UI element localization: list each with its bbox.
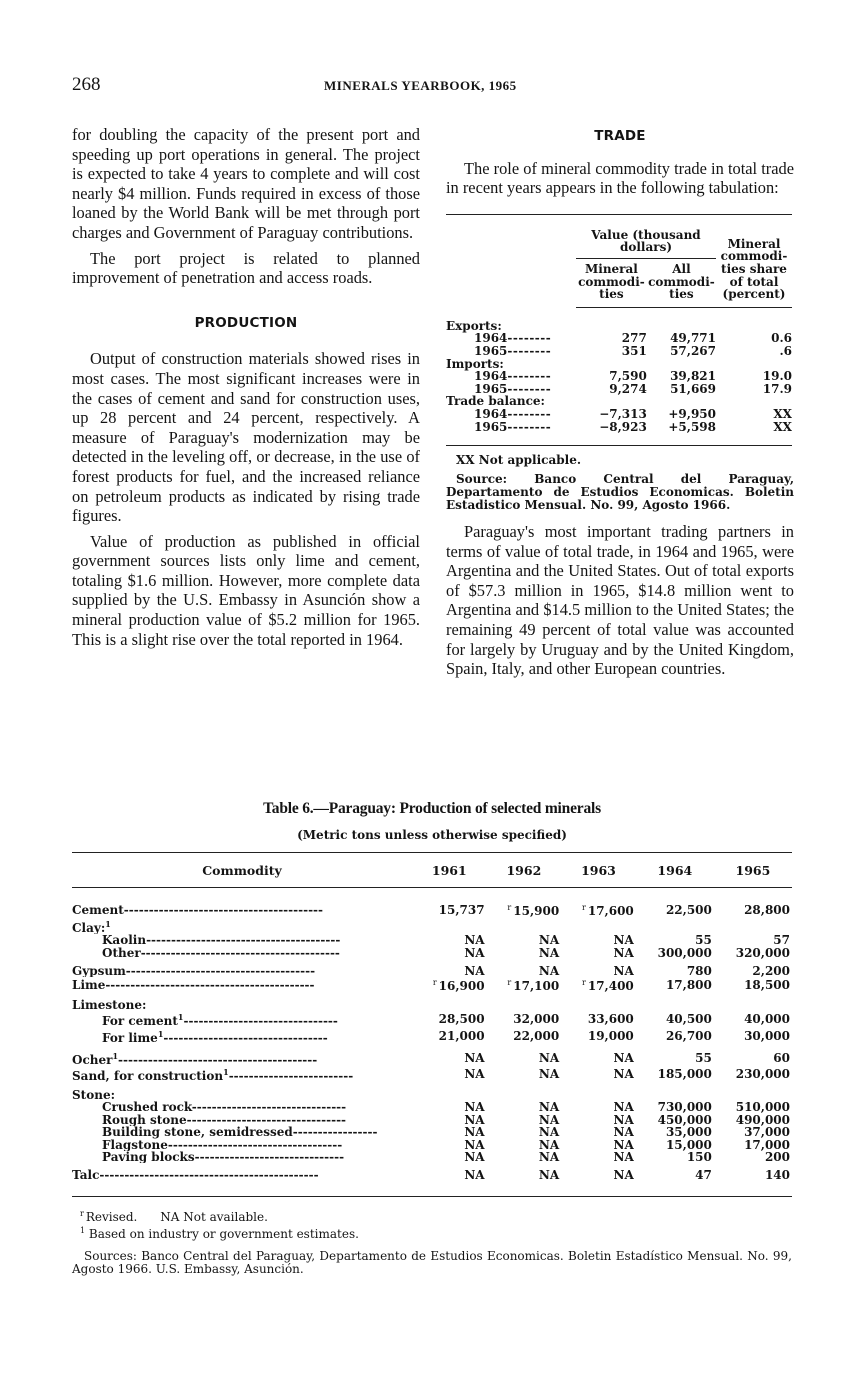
value: 37,000	[744, 1125, 790, 1140]
value: NA	[613, 1149, 634, 1164]
table-row	[72, 1139, 792, 1151]
commodity-cell	[72, 947, 412, 959]
column-header-year: 1965	[714, 853, 792, 888]
table-row	[72, 1066, 792, 1082]
trade-table-row	[446, 421, 792, 434]
value: NA	[538, 933, 560, 948]
value-cell	[636, 947, 714, 959]
value-cell	[636, 1083, 714, 1101]
table-row	[72, 888, 792, 918]
revised-mark: r	[582, 903, 586, 913]
cell-all-commodities: 51,669	[670, 381, 716, 396]
commodity-name: Stone:	[72, 1087, 116, 1102]
trade-section-label: Trade balance:	[446, 394, 545, 409]
paragraph-trade-intro: The role of mineral commodity trade in total trade in recent years appears in the following tabulation:	[446, 158, 794, 198]
value: 230,000	[735, 1067, 790, 1082]
value-cell	[714, 947, 792, 959]
trade-section-label: Imports:	[446, 356, 504, 371]
row-year: 1965	[474, 381, 508, 396]
leader-dots: --------	[507, 369, 552, 384]
value-cell	[561, 918, 636, 934]
value: 33,600	[587, 1012, 634, 1027]
commodity-cell	[72, 1151, 412, 1163]
heading-production: PRODUCTION	[194, 314, 298, 331]
commodity-cell	[72, 959, 412, 977]
table-row	[72, 959, 792, 977]
value: 21,000	[438, 1028, 485, 1043]
cell-mineral-commodities: 7,590	[609, 369, 647, 384]
value-cell	[561, 1028, 636, 1044]
column-header-year: 1963	[561, 853, 636, 888]
value-cell	[714, 959, 792, 977]
value: 17,800	[665, 977, 712, 992]
leader-dots: --------	[507, 406, 552, 421]
commodity-name: Lime	[72, 977, 106, 992]
note-not-applicable: XX Not applicable.	[456, 453, 582, 468]
commodity-cell	[72, 934, 412, 946]
value: 15,900	[513, 904, 560, 919]
commodity-name: Kaolin	[102, 934, 147, 947]
row-year: 1964	[474, 406, 508, 421]
commodity-name: Clay:	[72, 920, 106, 935]
cell-mineral-share: XX	[773, 419, 792, 434]
value: 32,000	[513, 1012, 560, 1027]
commodity-name: Flagstone	[102, 1138, 168, 1151]
value: 510,000	[735, 1100, 790, 1115]
cell-mineral-commodities: 277	[621, 331, 647, 346]
header-all-commodities: All commodi- ties	[647, 258, 716, 307]
leader-dots: --------	[507, 419, 552, 434]
commodity-cell	[72, 1139, 412, 1151]
leader-dots: --------	[507, 331, 552, 346]
commodity-cell	[72, 1101, 412, 1113]
value-cell	[561, 1151, 636, 1163]
value-cell	[636, 959, 714, 977]
spacer-cell	[446, 433, 792, 446]
value-cell	[412, 918, 487, 934]
value: 18,500	[744, 977, 790, 992]
paragraph-port-capacity: for doubling the capacity of the present port and speeding up port operations in general. The project is expected to take 4 years to complete and will cost nearly $4 million. Funds required in excess of those loaned by the World Bank will be met through port charges and Government of Paraguay contributions.	[72, 125, 420, 242]
commodity-cell	[72, 1126, 412, 1138]
footnote-mark: 1	[112, 1051, 119, 1062]
cell-all-commodities: 57,267	[670, 343, 716, 358]
trade-table-body	[446, 307, 792, 445]
row-year: 1964	[474, 369, 508, 384]
value: 17,400	[587, 979, 634, 994]
cell-mineral-commodities: 9,274	[609, 381, 647, 396]
value-cell	[561, 1163, 636, 1196]
revised-mark: r	[507, 978, 512, 988]
value: 150	[686, 1149, 712, 1164]
value-cell	[487, 1083, 562, 1101]
value: NA	[538, 1149, 560, 1164]
table-6-body	[72, 888, 792, 1196]
paragraph-value-of-production: Value of production as published in official government sources lists only lime and cement, totaling $1.6 million. However, more complete data supplied by the U.S. Embassy in Asunción show a mineral production value of $5.2 million for 1965. This is a slight rise over the total reported in 1964.	[72, 531, 420, 649]
trade-source-note: Source: Banco Central del Paraguay, Departamento de Estudios Economicas. Boletin Estadistico Mensual. No. 99, Agosto 1966.	[446, 472, 794, 513]
value: NA	[613, 945, 634, 960]
value: 320,000	[735, 945, 790, 960]
value-cell	[714, 918, 792, 934]
table-6-sources: Sources: Banco Central del Paraguay, Departamento de Estudios Economicas. Boletin Estadístico Mensual. No. 99, Agosto 1966. U.S. Embassy, Asunción.	[72, 1248, 792, 1277]
value: 16,900	[438, 979, 485, 994]
value-cell	[714, 1083, 792, 1101]
trade-table-notes	[446, 454, 794, 512]
commodity-name: Other	[102, 946, 141, 960]
value: NA	[464, 1100, 485, 1115]
value-cell	[636, 918, 714, 934]
column-header-commodity: Commodity	[72, 853, 412, 888]
leader-dots: --------	[507, 381, 552, 396]
note-revised-na	[72, 1207, 792, 1225]
page-header	[72, 74, 792, 98]
commodity-cell	[72, 1011, 412, 1027]
table-6	[72, 852, 792, 1197]
value-cell	[636, 1151, 714, 1163]
value: 2,200	[752, 964, 790, 979]
value: 30,000	[744, 1028, 790, 1043]
value-cell	[561, 1066, 636, 1082]
header-value-thousand-dollars: Value (thousand dollars)	[576, 214, 716, 258]
footnote-mark: 1	[105, 918, 111, 929]
value-cell	[636, 1044, 714, 1066]
value: 22,000	[513, 1028, 560, 1043]
leader-dots: -----------------------------------	[167, 1138, 343, 1151]
value: NA	[464, 964, 485, 979]
table-row	[72, 1044, 792, 1066]
column-header-year: 1961	[412, 853, 487, 888]
cell-mineral-commodities: −7,313	[599, 406, 647, 421]
value-cell	[561, 1044, 636, 1066]
value-cell	[487, 1028, 562, 1044]
value: NA	[538, 1051, 560, 1066]
value-cell	[636, 1066, 714, 1082]
value: NA	[613, 1051, 634, 1066]
leader-dots: -------------------------------	[183, 1014, 338, 1028]
value-cell	[636, 888, 714, 918]
cell-mineral-commodities: 351	[621, 343, 647, 358]
value-cell	[636, 1163, 714, 1196]
commodity-name: Paving blocks	[102, 1150, 195, 1164]
paragraph-port-project: The port project is related to planned improvement of penetration and access roads.	[72, 248, 420, 288]
heading-trade: TRADE	[594, 128, 646, 144]
leader-dots: ----------------------------------------	[123, 902, 324, 917]
header-mineral-commodities: Mineral commodi- ties	[576, 258, 647, 307]
paragraph-trading-partners: Paraguay's most important trading partners in terms of value of total trade, in 1964 and 1965, were Argentina and the United States. Out of total exports of $57.3 million in 1965, $14.8 million went to Argentina and $14.5 million to the United States; the remaining 49 percent of total value was accounted for largely by Uruguay and by the United Kingdom, Spain, Italy, and other European countries.	[446, 522, 794, 679]
spacer-row	[446, 307, 792, 320]
row-year: 1964	[474, 331, 508, 346]
value: 60	[773, 1051, 790, 1066]
cell-mineral-share: XX	[773, 406, 792, 421]
table-row	[72, 947, 792, 959]
value: NA	[464, 1168, 485, 1183]
cell-mineral-share: 0.6	[771, 331, 792, 346]
value: NA	[464, 933, 485, 948]
value-cell	[714, 1163, 792, 1196]
commodity-cell	[72, 1066, 412, 1082]
value: NA	[538, 1168, 560, 1183]
leader-dots: --------------------------------	[186, 1113, 347, 1127]
value: 490,000	[735, 1112, 790, 1127]
value: 26,700	[665, 1028, 712, 1043]
commodity-name: Gypsum	[72, 964, 126, 978]
value-cell	[412, 959, 487, 977]
commodity-cell	[72, 1083, 412, 1101]
note-na: NA Not available.	[160, 1209, 268, 1224]
value-cell	[561, 959, 636, 977]
commodity-name: Talc	[72, 1168, 100, 1183]
leader-dots: ---------------------------------	[163, 1030, 328, 1045]
value-cell	[636, 1011, 714, 1027]
commodity-name: Limestone:	[72, 997, 147, 1012]
revised-mark: r	[80, 1208, 84, 1218]
value-cell	[714, 888, 792, 918]
value: NA	[464, 945, 485, 960]
value-cell	[412, 1044, 487, 1066]
value-cell	[714, 1066, 792, 1082]
value: 40,000	[744, 1012, 790, 1027]
table-6-section	[72, 800, 792, 1277]
value: 185,000	[657, 1067, 712, 1082]
page-number: 268	[72, 74, 101, 95]
value-cell	[412, 947, 487, 959]
value-cell	[487, 1151, 562, 1163]
leader-dots: ---------------------------------------	[146, 934, 341, 947]
value-cell	[412, 1163, 487, 1196]
value-cell	[561, 888, 636, 918]
note-estimates: Based on industry or government estimates.	[88, 1227, 359, 1242]
commodity-name: Ocher	[72, 1053, 113, 1067]
value-cell	[412, 993, 487, 1011]
footnote-mark: 1	[177, 1012, 184, 1023]
commodity-name: Sand, for construction	[72, 1069, 224, 1083]
table-row	[72, 1028, 792, 1044]
footnote-mark: 1	[80, 1226, 86, 1236]
value-cell	[487, 1011, 562, 1027]
value: 140	[764, 1168, 790, 1183]
commodity-cell	[72, 1163, 412, 1196]
value-cell	[714, 1044, 792, 1066]
value-cell	[487, 959, 562, 977]
revised-mark: r	[582, 978, 586, 988]
value-cell	[561, 947, 636, 959]
value-cell	[561, 1083, 636, 1101]
trade-section-label: Exports:	[446, 318, 502, 333]
footnote-mark: 1	[223, 1067, 229, 1078]
header-mineral-share: Mineral commodi- ties share of total (percent)	[716, 214, 792, 307]
value: NA	[538, 1067, 560, 1082]
value: NA	[613, 1112, 634, 1127]
leader-dots: -------------------------------	[191, 1101, 347, 1114]
table-row	[72, 918, 792, 934]
cell-all-commodities: 49,771	[670, 331, 716, 346]
footnote-mark: 1	[157, 1028, 164, 1039]
cell-mineral-share: 17.9	[762, 381, 792, 396]
column-header-year: 1964	[636, 853, 714, 888]
value-cell	[412, 888, 487, 918]
leader-dots: ----------------------------------------	[140, 946, 340, 960]
value: NA	[613, 1168, 634, 1183]
trade-table-row	[446, 345, 792, 358]
value: NA	[613, 1100, 634, 1115]
commodity-name: Building stone, semidressed	[102, 1126, 293, 1139]
value-cell	[412, 977, 487, 992]
value-cell	[636, 1028, 714, 1044]
paragraph-output: Output of construction materials showed rises in most cases. The most significant increases were in the cases of cement and sand for construction uses, up 28 percent and 24 percent, respectively. A measure of Paraguay's modernization may be detected in the leveling off, or decrease, in the use of forest products for fuel, and the increased reliance on petroleum products as indicated by rising trade figures.	[72, 349, 420, 526]
commodity-cell	[72, 1114, 412, 1126]
value: 55	[695, 933, 712, 948]
leader-dots: ------------------------------------------	[105, 977, 315, 992]
value-cell	[636, 993, 714, 1011]
row-year: 1965	[474, 343, 508, 358]
value-cell	[714, 1011, 792, 1027]
leader-dots: --------------------------------------------	[99, 1168, 319, 1183]
value: 28,800	[744, 902, 790, 917]
value: 200	[764, 1149, 790, 1164]
value-cell	[561, 1011, 636, 1027]
value: 15,000	[665, 1137, 712, 1152]
leader-dots: --------------------------------------	[125, 964, 316, 978]
table-row	[72, 1151, 792, 1163]
commodity-cell	[72, 993, 412, 1011]
table-6-notes	[72, 1207, 792, 1277]
value: NA	[538, 1125, 560, 1140]
value: 300,000	[657, 945, 712, 960]
value-cell	[412, 1028, 487, 1044]
commodity-name: For lime	[102, 1030, 158, 1045]
leader-dots: ------------------------------	[194, 1150, 345, 1164]
table-row	[72, 993, 792, 1011]
value-cell	[714, 1151, 792, 1163]
commodity-name: Cement	[72, 902, 124, 917]
commodity-cell	[72, 888, 412, 918]
value-cell	[561, 977, 636, 992]
value: NA	[538, 964, 560, 979]
value-cell	[412, 1151, 487, 1163]
table-row	[72, 1163, 792, 1196]
table-row	[72, 977, 792, 992]
cell-all-commodities: +9,950	[668, 406, 716, 421]
value-cell	[487, 947, 562, 959]
right-column	[446, 127, 794, 685]
leader-dots: --------	[507, 343, 552, 358]
value: NA	[613, 1125, 634, 1140]
value: 55	[695, 1051, 712, 1066]
value: NA	[464, 1112, 485, 1127]
note-estimates-line	[72, 1224, 792, 1242]
note-revised: Revised.	[85, 1209, 138, 1224]
value-cell	[487, 918, 562, 934]
column-header-year: 1962	[487, 853, 562, 888]
revised-mark: r	[432, 978, 437, 988]
value-cell	[487, 1163, 562, 1196]
value: NA	[464, 1125, 485, 1140]
value: 17,600	[587, 904, 634, 919]
value: NA	[464, 1051, 485, 1066]
commodity-cell	[72, 918, 412, 934]
value: 730,000	[657, 1100, 712, 1115]
commodity-name: Rough stone	[102, 1113, 187, 1127]
cell-mineral-share: .6	[779, 343, 792, 358]
value-cell	[487, 1066, 562, 1082]
table-row	[72, 1011, 792, 1027]
left-column	[72, 125, 420, 655]
value: 780	[686, 964, 712, 979]
value: 22,500	[665, 902, 712, 917]
spacer-row	[446, 433, 792, 446]
value: NA	[613, 1137, 634, 1152]
value: 57	[773, 933, 790, 948]
cell-all-commodities: 39,821	[670, 369, 716, 384]
value: 40,500	[665, 1012, 712, 1027]
value: NA	[538, 945, 560, 960]
value: NA	[464, 1137, 485, 1152]
value: NA	[464, 1067, 485, 1082]
trade-table	[446, 214, 792, 446]
table-6-subtitle: (Metric tons unless otherwise specified)	[297, 828, 567, 842]
row-label-cell	[446, 345, 576, 358]
value-cell	[487, 977, 562, 992]
commodity-name: Crushed rock	[102, 1101, 192, 1114]
value-cell	[412, 1066, 487, 1082]
value-cell	[412, 1083, 487, 1101]
leader-dots: ----------------------------------------	[118, 1053, 318, 1067]
value-cell	[487, 888, 562, 918]
running-title: MINERALS YEARBOOK, 1965	[324, 78, 517, 93]
value: 47	[695, 1168, 712, 1183]
value-cell	[636, 977, 714, 992]
value: 28,500	[438, 1012, 485, 1027]
table-6-title: Table 6.—Paraguay: Production of selected minerals	[263, 800, 601, 817]
row-label-cell	[446, 421, 576, 434]
commodity-name: For cement	[102, 1014, 178, 1028]
table-row	[72, 1083, 792, 1101]
leader-dots: -----------------	[292, 1126, 378, 1139]
commodity-cell	[72, 977, 412, 992]
commodity-cell	[72, 1044, 412, 1066]
commodity-cell	[72, 1028, 412, 1044]
row-year: 1965	[474, 419, 508, 434]
value: 17,000	[744, 1137, 790, 1152]
cell-mineral-commodities: −8,923	[599, 419, 647, 434]
value: 19,000	[587, 1028, 634, 1043]
cell-all-commodities: +5,598	[668, 419, 716, 434]
value-cell	[561, 993, 636, 1011]
value: 450,000	[657, 1112, 712, 1127]
value: NA	[613, 933, 634, 948]
value-cell	[714, 977, 792, 992]
value-cell	[487, 1044, 562, 1066]
value: NA	[613, 1067, 634, 1082]
value: 15,737	[438, 902, 485, 917]
value: NA	[538, 1112, 560, 1127]
cell-mineral-share: 19.0	[762, 369, 792, 384]
value: NA	[613, 964, 634, 979]
value-cell	[714, 993, 792, 1011]
spacer-cell	[446, 307, 792, 320]
value-cell	[412, 1011, 487, 1027]
value-cell	[487, 993, 562, 1011]
value: 17,100	[513, 979, 560, 994]
revised-mark: r	[507, 903, 512, 913]
value: 35,000	[665, 1125, 712, 1140]
value: NA	[538, 1137, 560, 1152]
value: NA	[538, 1100, 560, 1115]
value: NA	[464, 1149, 485, 1164]
value-cell	[714, 1028, 792, 1044]
leader-dots: -------------------------	[228, 1069, 354, 1083]
